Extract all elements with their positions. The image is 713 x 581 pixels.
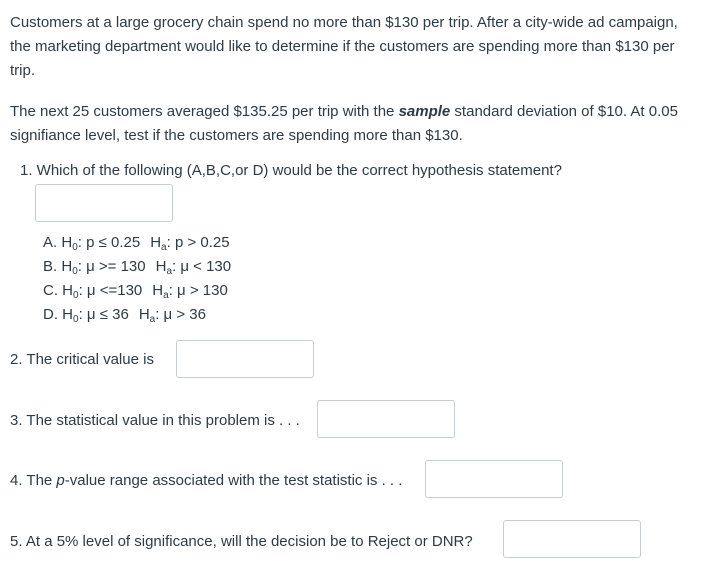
option-d-h0-subscript: 0 — [73, 314, 79, 325]
option-b — [43, 255, 231, 279]
option-b-alt-hypothesis — [156, 255, 232, 279]
option-a-h0-symbol: H — [61, 234, 73, 251]
question-5-answer-input[interactable] — [503, 520, 641, 558]
option-d — [43, 303, 231, 327]
hypothesis-options-list — [43, 231, 231, 327]
option-c-h0-subscript: 0 — [73, 290, 79, 301]
option-c — [43, 279, 231, 303]
sample-emphasis: sample — [398, 103, 451, 120]
question-4-answer-input[interactable] — [425, 460, 563, 498]
option-c-h0-expression: : μ <=130 — [78, 282, 143, 299]
problem-paragraph-1-text: Customers at a large grocery chain spend no more than $130 per trip. After a city-wide ad campaign, the marketing department would like to determine if the customers are spending more than $130 per trip. — [10, 14, 678, 79]
question-3-label: 3. The statistical value in this problem is . . . — [10, 412, 300, 429]
option-b-ha-subscript: a — [166, 266, 173, 277]
question-4-label-p: p — [56, 472, 65, 489]
option-c-ha-subscript: a — [163, 290, 169, 301]
question-4-label — [10, 469, 402, 493]
option-d-ha-expression: : μ > 36 — [155, 306, 206, 323]
question-4-label-start: 4. The — [10, 472, 57, 489]
question-4-label-end: -value range associated with the test statistic is . . . — [64, 472, 403, 489]
option-a-ha-symbol: H — [150, 234, 162, 251]
option-d-ha-subscript: a — [149, 314, 156, 325]
option-c-null-hypothesis — [62, 279, 142, 303]
option-d-null-hypothesis — [62, 303, 129, 327]
problem-paragraph-1 — [10, 11, 700, 83]
option-d-h0-expression: : μ ≤ 36 — [78, 306, 129, 323]
option-b-letter: B. — [43, 258, 62, 275]
option-d-letter: D. — [43, 306, 63, 323]
question-2-answer-input[interactable] — [176, 340, 314, 378]
option-a-ha-expression: : p > 0.25 — [166, 234, 230, 251]
option-c-letter: C. — [43, 282, 63, 299]
option-d-alt-hypothesis — [139, 303, 206, 327]
option-a-null-hypothesis — [61, 231, 140, 255]
question-2-label: 2. The critical value is — [10, 351, 154, 368]
option-c-alt-hypothesis — [152, 279, 228, 303]
option-b-h0-subscript: 0 — [72, 266, 78, 277]
problem-paragraph-2 — [10, 100, 700, 148]
option-d-ha-symbol: H — [138, 306, 150, 323]
option-a — [43, 231, 231, 255]
option-b-ha-symbol: H — [155, 258, 167, 275]
problem-paragraph-2-text-start: The next 25 customers averaged $135.25 per trip with the — [10, 103, 399, 120]
option-c-h0-symbol: H — [62, 282, 74, 299]
problem-paragraph-2-text-end: standard deviation of $10. At 0.05 signifiance level, test if the customers are spending more than $130. — [10, 103, 678, 144]
question-1-answer-input[interactable] — [35, 184, 173, 222]
question-5-label: 5. At a 5% level of significance, will the decision be to Reject or DNR? — [10, 533, 473, 550]
question-1-label: 1. Which of the following (A,B,C,or D) would be the correct hypothesis statement? — [20, 162, 562, 179]
question-3-answer-input[interactable] — [317, 400, 455, 438]
option-a-h0-subscript: 0 — [72, 242, 78, 253]
option-c-ha-expression: : μ > 130 — [168, 282, 228, 299]
option-b-h0-symbol: H — [61, 258, 73, 275]
option-d-h0-symbol: H — [62, 306, 74, 323]
option-b-null-hypothesis — [61, 255, 145, 279]
option-a-ha-subscript: a — [161, 242, 167, 253]
option-a-h0-expression: : p ≤ 0.25 — [77, 234, 141, 251]
option-b-ha-expression: : μ < 130 — [172, 258, 232, 275]
option-a-alt-hypothesis — [150, 231, 229, 255]
option-b-h0-expression: : μ >= 130 — [77, 258, 146, 275]
option-c-ha-symbol: H — [152, 282, 164, 299]
option-a-letter: A. — [43, 234, 62, 251]
